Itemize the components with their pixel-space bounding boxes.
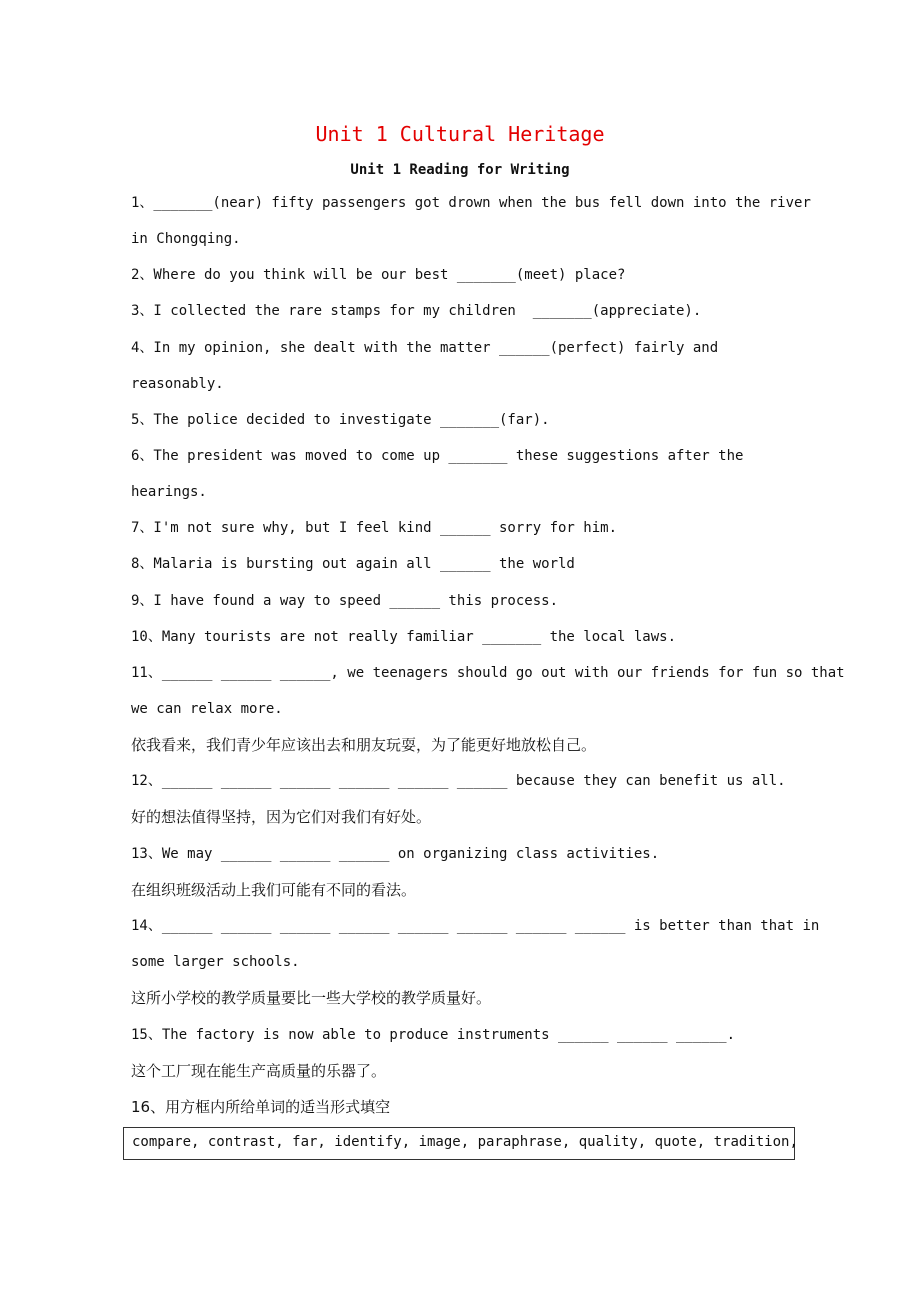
question-13: 13、We may ______ ______ ______ on organizing class activities. xyxy=(131,846,660,862)
question-12: 12、______ ______ ______ ______ ______ ______ because they can benefit us all. xyxy=(131,773,786,789)
question-10: 10、Many tourists are not really familiar _______ the local laws. xyxy=(131,629,677,645)
question-4-line-2: reasonably. xyxy=(131,376,224,392)
question-5: 5、The police decided to investigate _______(far). xyxy=(131,412,550,428)
question-11-line-1: 11、______ ______ ______, we teenagers should go out with our friends for fun so that xyxy=(131,665,845,681)
word-box-list: compare, contrast, far, identify, image, paraphrase, quality, quote, tradition, xyxy=(132,1134,798,1150)
question-15-chinese: 这个工厂现在能生产高质量的乐器了。 xyxy=(131,1062,387,1080)
question-14-line-1: 14、______ ______ ______ ______ ______ ______ ______ ______ is better than that in xyxy=(131,918,820,934)
question-11-chinese: 依我看来，我们青少年应该出去和朋友玩耍，为了能更好地放松自己。 xyxy=(131,736,597,754)
word-box xyxy=(123,1127,798,1160)
question-6-line-1: 6、The president was moved to come up _______ these suggestions after the xyxy=(131,448,744,464)
question-3: 3、I collected the rare stamps for my children _______(appreciate). xyxy=(131,303,702,319)
question-14-line-2: some larger schools. xyxy=(131,954,300,970)
question-1-line-2: in Chongqing. xyxy=(131,231,241,247)
question-16: 16、用方框内所给单词的适当形式填空 xyxy=(131,1098,391,1116)
question-7: 7、I'm not sure why, but I feel kind ______ sorry for him. xyxy=(131,520,618,536)
question-1-line-1: 1、_______(near) fifty passengers got drown when the bus fell down into the river xyxy=(131,195,811,211)
question-15: 15、The factory is now able to produce instruments ______ ______ ______. xyxy=(131,1027,736,1043)
page-title: Unit 1 Cultural Heritage xyxy=(315,122,605,146)
question-12-chinese: 好的想法值得坚持，因为它们对我们有好处。 xyxy=(131,808,432,826)
question-9: 9、I have found a way to speed ______ this process. xyxy=(131,593,559,609)
question-13-chinese: 在组织班级活动上我们可能有不同的看法。 xyxy=(131,881,417,899)
page-subtitle: Unit 1 Reading for Writing xyxy=(350,162,570,178)
question-8: 8、Malaria is bursting out again all ______ the world xyxy=(131,556,575,572)
question-4-line-1: 4、In my opinion, she dealt with the matter ______(perfect) fairly and xyxy=(131,340,719,356)
question-6-line-2: hearings. xyxy=(131,484,207,500)
question-2: 2、Where do you think will be our best _______(meet) place? xyxy=(131,267,626,283)
question-14-chinese: 这所小学校的教学质量要比一些大学校的教学质量好。 xyxy=(131,989,492,1007)
question-11-line-2: we can relax more. xyxy=(131,701,283,717)
